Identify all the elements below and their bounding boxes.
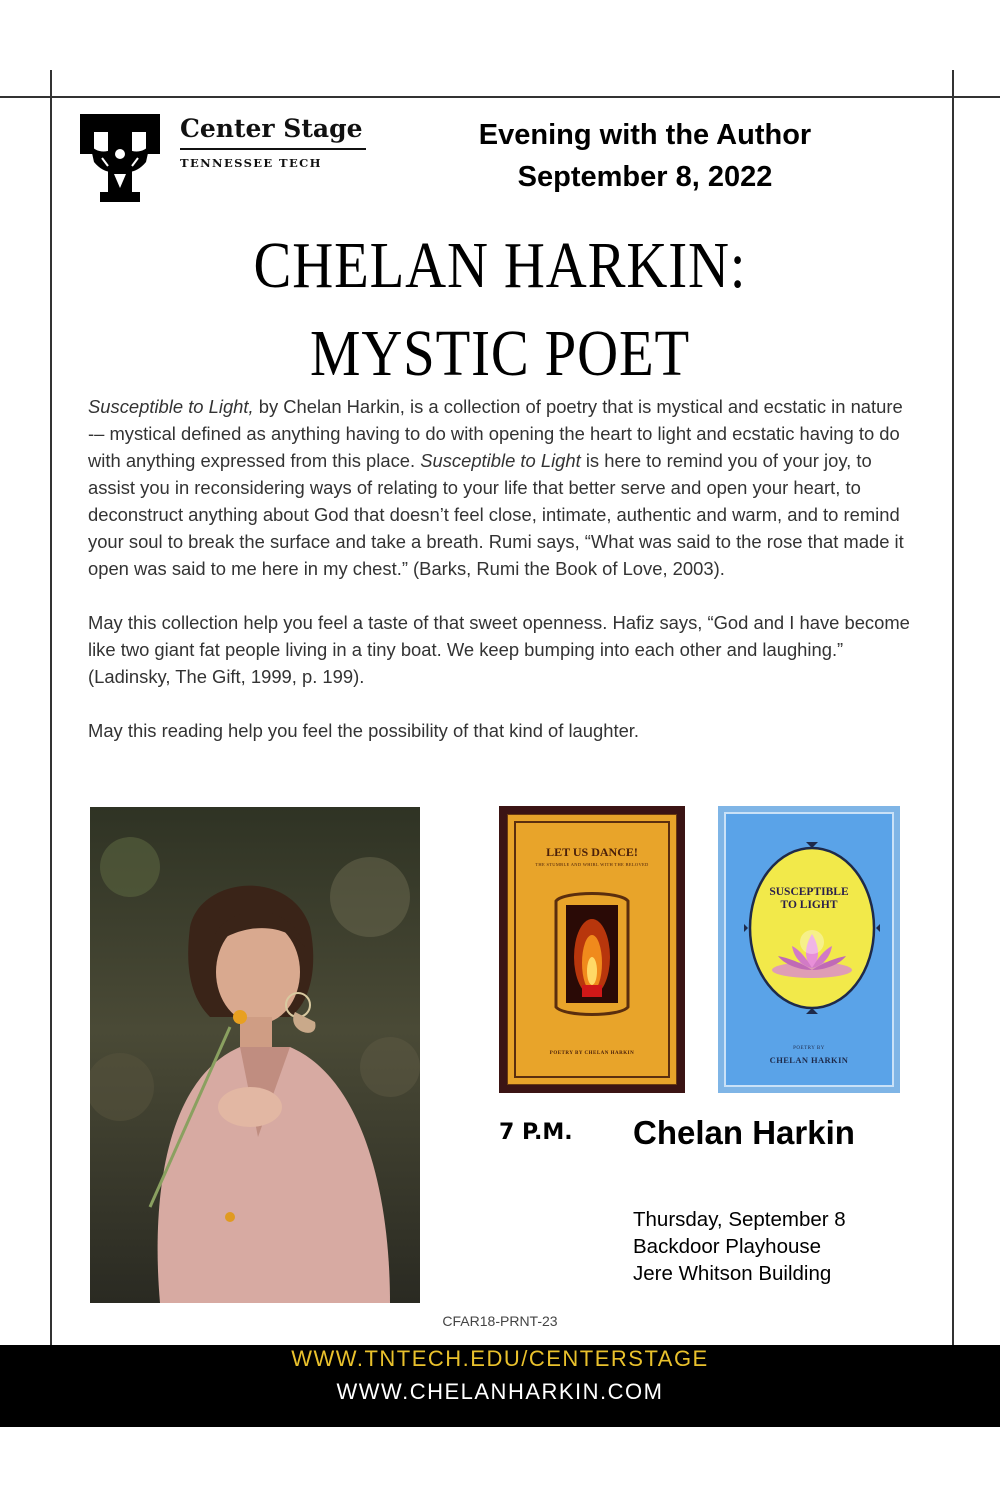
book-cover-let-us-dance	[499, 806, 685, 1093]
event-venue: Backdoor Playhouse	[633, 1235, 822, 1258]
footer-link-centerstage[interactable]: WWW.TNTECH.EDU/CENTERSTAGE	[291, 1346, 709, 1371]
logo-divider	[180, 148, 366, 150]
book-title-italic: Susceptible to Light	[420, 450, 581, 471]
footer-bar	[0, 1345, 1000, 1427]
event-day: Thursday, September 8	[633, 1208, 846, 1231]
author-photo-image	[90, 807, 420, 1303]
book2-cover-inner	[724, 812, 894, 1087]
event-heading	[440, 114, 850, 198]
flame-art-icon	[554, 891, 630, 1017]
book-cover-susceptible-to-light	[718, 806, 900, 1093]
book1-title: LET US DANCE!	[546, 845, 638, 859]
frame-top-rule	[0, 96, 1000, 98]
frame-right-rule	[952, 70, 954, 1348]
description-paragraph-3: May this reading help you feel the possibility of that kind of laughter.	[88, 720, 640, 741]
event-details	[633, 1206, 846, 1287]
tennessee-tech-eagle-icon	[80, 114, 160, 202]
center-stage-logo	[80, 114, 370, 204]
author-photo	[90, 807, 420, 1303]
title-line1: CHELAN HARKIN:	[253, 229, 747, 302]
speaker-name: Chelan Harkin	[633, 1114, 855, 1151]
event-heading-line1: Evening with the Author	[478, 119, 812, 151]
description-paragraph-2: May this collection help you feel a taste of that sweet openness. Hafiz says, “God and I have become like two giant fat people living in a tiny boat. We keep bumping into each other and laughing.” (Ladinsky, The Gift, 1999, p. 199).	[88, 612, 910, 687]
logo-name: Center Stage	[180, 114, 363, 143]
book1-author: POETRY BY CHELAN HARKIN	[549, 1051, 635, 1056]
description-text: is here to remind you of your joy, to assist you in reconsidering ways of relating to your life that better serve and open your heart, to deconstruct anything about God that doesn’t feel close, intimate, authentic and warm, and to remind your soul to break the surface and take a breath. Rumi says, “What was said to the rose that made it open was said to me here in my chest.” (Barks, Rumi the Book of Love, 2003).	[88, 450, 904, 579]
book2-title	[726, 886, 892, 912]
book2-title-line2: TO LIGHT	[780, 899, 838, 911]
description	[88, 393, 918, 771]
footer-link-chelanharkin[interactable]: WWW.CHELANHARKIN.COM	[336, 1379, 664, 1404]
event-heading-date: September 8, 2022	[517, 161, 773, 193]
page-title	[156, 222, 844, 398]
print-code: CFAR18-PRNT-23	[442, 1313, 558, 1329]
frame-left-rule	[50, 70, 52, 1348]
event-building: Jere Whitson Building	[633, 1262, 832, 1285]
description-text: by Chelan Harkin, is a collection of poetry that is mystical and ecstatic in nature -– mystical defined as anything having to do with opening the heart to light and ecstatic having to do with anything expressed from this place.	[88, 396, 903, 471]
book1-cover-inner	[507, 814, 677, 1085]
book2-title-line1: SUSCEPTIBLE	[769, 886, 849, 898]
book2-poetry-by: POETRY BY	[793, 1046, 825, 1051]
title-line2: MYSTIC POET	[309, 317, 691, 390]
event-time: 7 P.M.	[499, 1120, 573, 1145]
book-title-italic: Susceptible to Light,	[88, 396, 254, 417]
book1-subtitle: THE STUMBLE AND WHIRL WITH THE BELOVED	[535, 862, 649, 867]
book2-author: CHELAN HARKIN	[769, 1055, 849, 1065]
logo-subtitle: TENNESSEE TECH	[180, 156, 322, 170]
lotus-oval-icon	[744, 842, 880, 1014]
description-paragraph-1	[88, 393, 918, 582]
